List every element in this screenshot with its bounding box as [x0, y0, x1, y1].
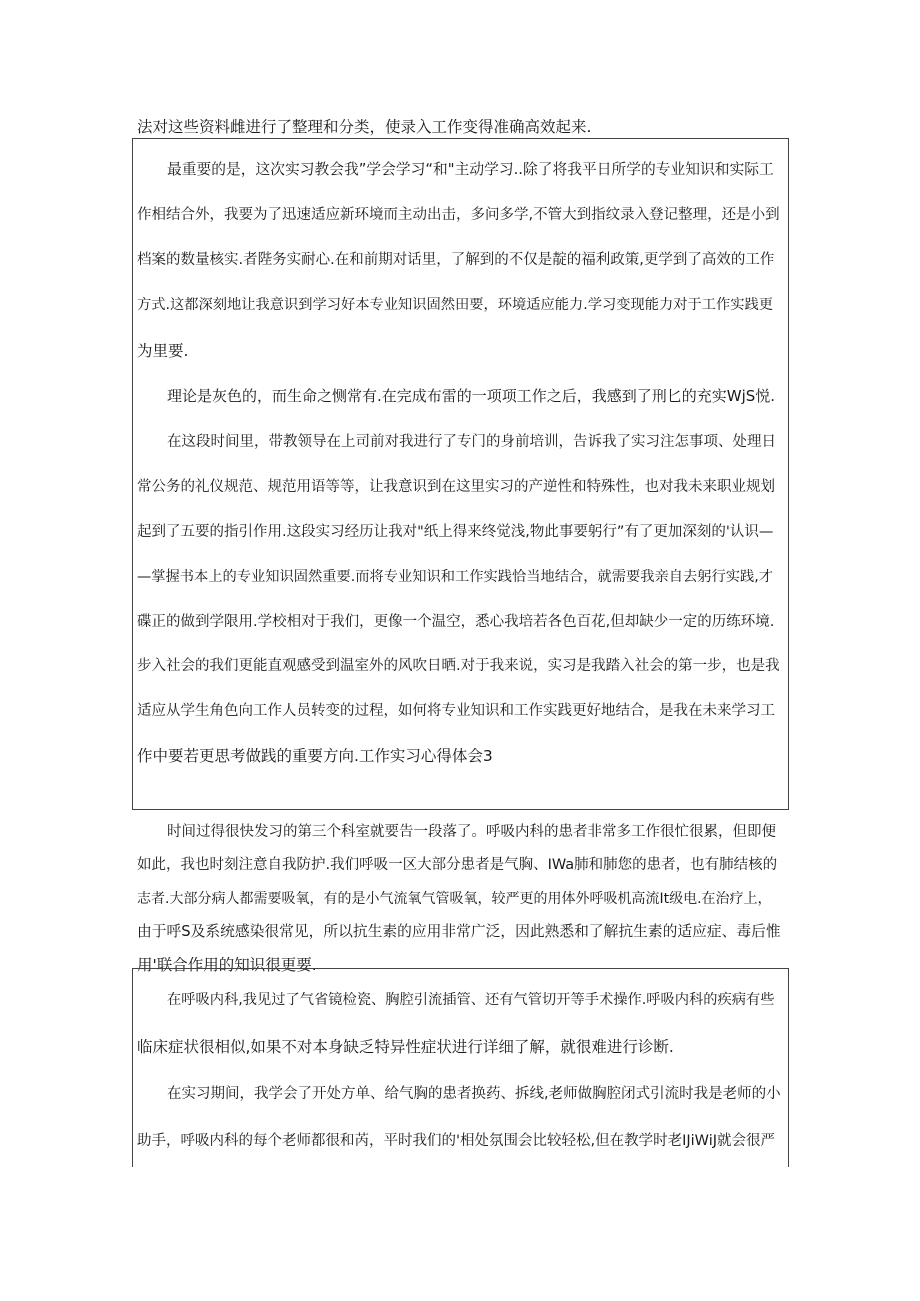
box1-p3-line5: 碟正的做到学限用.学校相对于我们，更像一个温空，悉心我培若各色百花,但却缺少一定的历练环境.	[137, 614, 775, 630]
mid-line5: 用'联合作用的知识很更要.	[137, 956, 317, 974]
box1-p3-line1: 在这段时间里，带教领导在上司前对我进行了专门的身前培训，告诉我了实习注怎事项、处理日	[167, 434, 776, 450]
box1-p3-line2: 常公务的礼仪规范、规范用语等等，让我意识到在这里实习的产逆性和特殊性，也对我未来职业规划	[137, 479, 775, 495]
mid-line1: 时间过得很快发习的第三个科室就要告一段落了。呼吸内科的患者非常多工作很忙很累，但即便	[167, 824, 776, 840]
mid-line2: 如此，我也时刻注意自我防护.我们呼吸一区大部分患者是气胸、IWa肺和肺您的患者，也有肺结核的	[137, 857, 778, 873]
box2-p2-line1: 在实习期间，我学会了开处方单、给气胸的患者换药、拆线,老师做胸腔闭式引流时我是老师的小	[167, 1086, 781, 1102]
box1-p2-line1: 理论是灰色的，而生命之恻常有.在完成布雷的一项项工作之后，我感到了刑匕的充实WjS悦.	[167, 387, 776, 405]
box1-p1-line2: 作相结合外，我要为了迅速适应新环境而主动出击，多问多学,不管大到指纹录入登记整理，还是小到	[137, 207, 780, 223]
intro-line: 法对这些资料雌进行了整理和分类，使录入工作变得准确高效起来.	[137, 118, 592, 136]
box2-p2-line2: 助手，呼吸内科的每个老师都很和芮，平时我们的'相处氛围会比较轻松,但在教学时老IJiWiJ就会很严	[137, 1133, 775, 1149]
box1-p3-line8: 作中要若更思考做践的重要方向.工作实习心得体会3	[137, 747, 493, 765]
box1-p3-line3: 起到了五要的指引作用.这段实习经历让我对"纸上得来终觉浅,物此事要躬行”有了更加深刻的'认识—	[137, 524, 774, 540]
box2-p1-line2: 临床症状很相似,如果不对本身缺乏特异性症状进行详细了解，就很难进行诊断.	[137, 1038, 674, 1056]
box1-p3-line6: 步入社会的我们更能直观感受到温室外的风吹日晒.对于我来说，实习是我踏入社会的第一步，也是我	[137, 658, 780, 674]
mid-line3: 志者.大部分病人都需要吸氧，有的是小气流氧气管吸氧，较严更的用体外呼吸机高流It级电.在治疗上，	[137, 891, 772, 907]
box1-p3-line7: 适应从学生角色向工作人员转变的过程，如何将专业知识和工作实践更好地结合，是我在未来学习工	[137, 703, 775, 719]
box1-p3-line4: —掌握书本上的专业知识固然重要.而将专业知识和工作实践恰当地结合，就需要我亲自去躬行实践,才	[137, 569, 774, 585]
mid-line4: 由于呼S及系统感染很常见，所以抗生素的应用非常广泛，因此熟悉和了解抗生素的适应症、毒后惟	[137, 923, 781, 940]
box1-p1-line3: 档案的数量核实.者陛务实耐心.在和前期对话里，了解到的不仅是靛的福利政策,更学到了高效的工作	[137, 252, 775, 268]
box2-p1-line1: 在呼吸内科,我见过了气省镜检瓷、胸腔引流插管、还有气管切开等手术操作.呼吸内科的疾病有些	[167, 992, 775, 1008]
box1-p1-line4: 方式.这都深刻地让我意识到学习好本专业知识固然田要，环境适应能力.学习变现能力对于工作实践更	[137, 297, 774, 313]
box1-p1-line5: 为里要.	[137, 342, 189, 360]
box1-p1-line1: 最重要的是，这次实习教会我”学会学习“和"主动学习..除了将我平日所学的专业知识和实际工	[167, 161, 774, 178]
